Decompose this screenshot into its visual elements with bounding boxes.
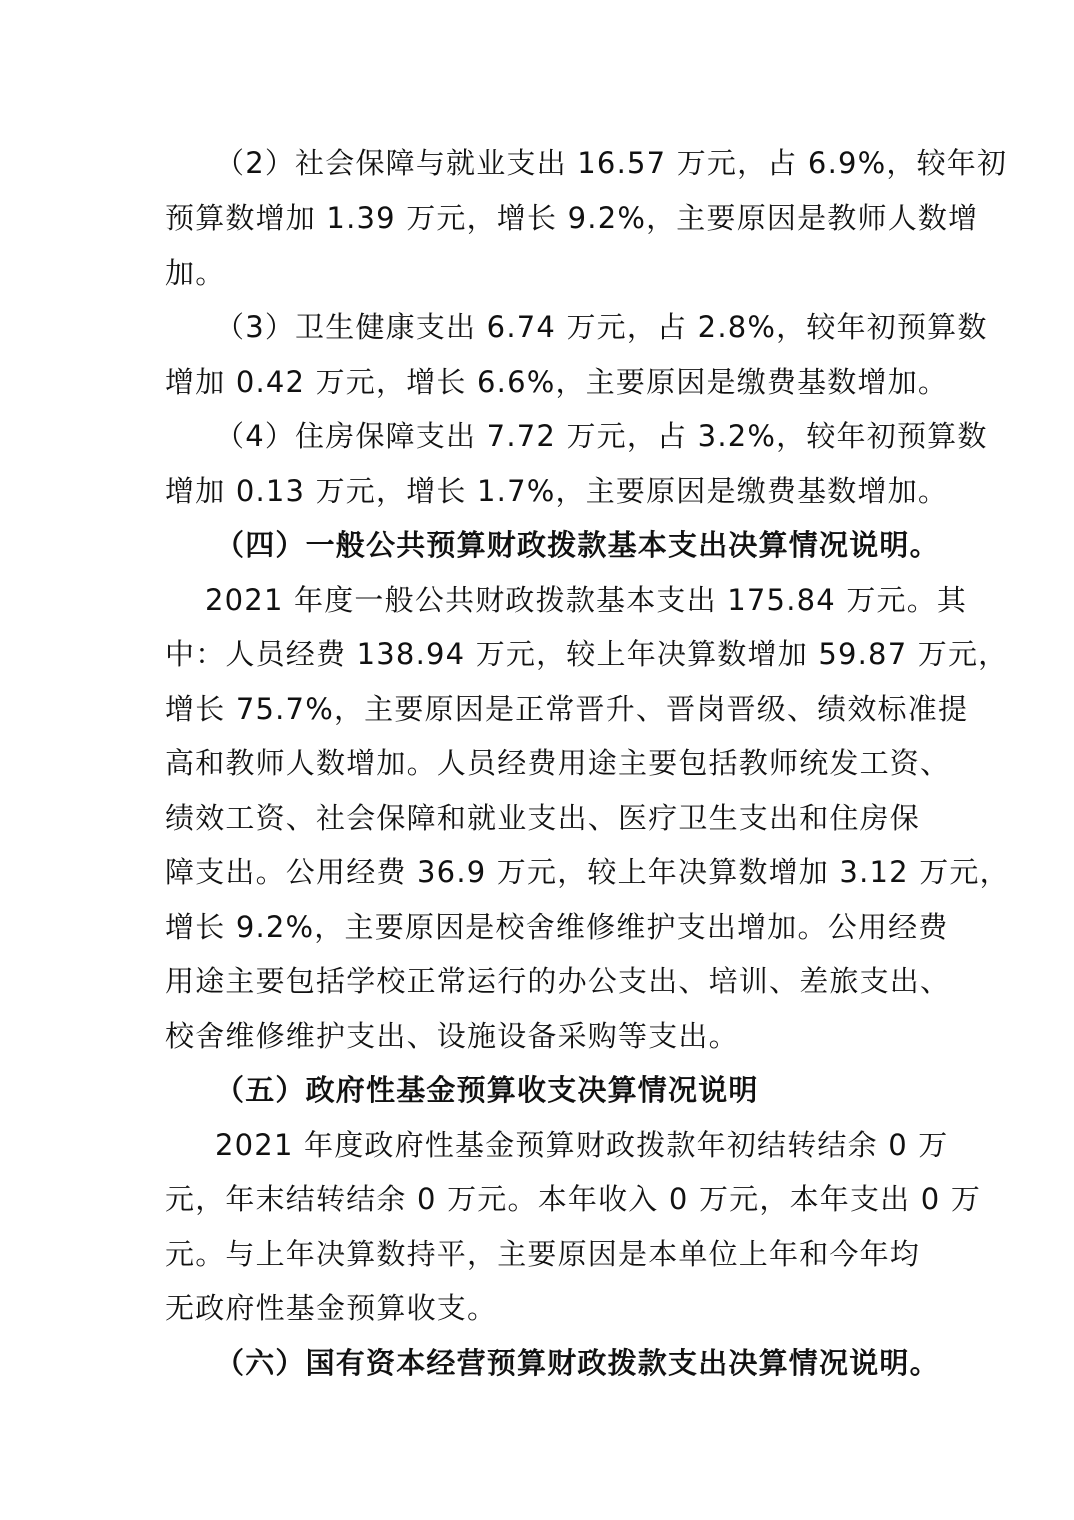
paragraph-basic-expenditure-line-5: 绩效工资、社会保障和就业支出、医疗卫生支出和住房保: [165, 801, 921, 835]
paragraph-basic-expenditure-line-2: 中：人员经费 138.94 万元，较上年决算数增加 59.87 万元，: [165, 637, 1009, 671]
section-heading-state-capital: （六）国有资本经营预算财政拨款支出决算情况说明。: [215, 1346, 940, 1380]
paragraph-gov-fund-line-2: 元，年末结转结余 0 万元。本年收入 0 万元，本年支出 0 万: [165, 1182, 982, 1216]
paragraph-basic-expenditure-line-1: 2021 年度一般公共财政拨款基本支出 175.84 万元。其: [205, 583, 968, 617]
paragraph-social-security-line-2: 预算数增加 1.39 万元，增长 9.2%，主要原因是教师人数增: [165, 201, 979, 235]
paragraph-health-line-1: （3）卫生健康支出 6.74 万元，占 2.8%，较年初预算数: [215, 310, 988, 344]
paragraph-housing-line-2: 增加 0.13 万元，增长 1.7%，主要原因是缴费基数增加。: [165, 474, 949, 508]
paragraph-basic-expenditure-line-3: 增长 75.7%，主要原因是正常晋升、晋岗晋级、绩效标准提: [165, 692, 969, 726]
section-heading-gov-fund: （五）政府性基金预算收支决算情况说明: [215, 1073, 759, 1107]
paragraph-social-security-line-1: （2）社会保障与就业支出 16.57 万元，占 6.9%，较年初: [215, 146, 1008, 180]
paragraph-gov-fund-line-1: 2021 年度政府性基金预算财政拨款年初结转结余 0 万: [215, 1128, 949, 1162]
paragraph-basic-expenditure-line-4: 高和教师人数增加。人员经费用途主要包括教师统发工资、: [165, 746, 951, 780]
paragraph-basic-expenditure-line-8: 用途主要包括学校正常运行的办公支出、培训、差旅支出、: [165, 964, 951, 998]
paragraph-health-line-2: 增加 0.42 万元，增长 6.6%，主要原因是缴费基数增加。: [165, 365, 949, 399]
paragraph-basic-expenditure-line-9: 校舍维修维护支出、设施设备采购等支出。: [165, 1019, 739, 1053]
paragraph-basic-expenditure-line-7: 增长 9.2%，主要原因是校舍维修维护支出增加。公用经费: [165, 910, 949, 944]
paragraph-gov-fund-line-4: 无政府性基金预算收支。: [165, 1291, 498, 1325]
paragraph-basic-expenditure-line-6: 障支出。公用经费 36.9 万元，较上年决算数增加 3.12 万元，: [165, 855, 1010, 889]
paragraph-gov-fund-line-3: 元。与上年决算数持平，主要原因是本单位上年和今年均: [165, 1237, 921, 1271]
section-heading-basic-expenditure: （四）一般公共预算财政拨款基本支出决算情况说明。: [215, 528, 940, 562]
paragraph-social-security-line-3: 加。: [165, 256, 226, 290]
paragraph-housing-line-1: （4）住房保障支出 7.72 万元，占 3.2%，较年初预算数: [215, 419, 988, 453]
